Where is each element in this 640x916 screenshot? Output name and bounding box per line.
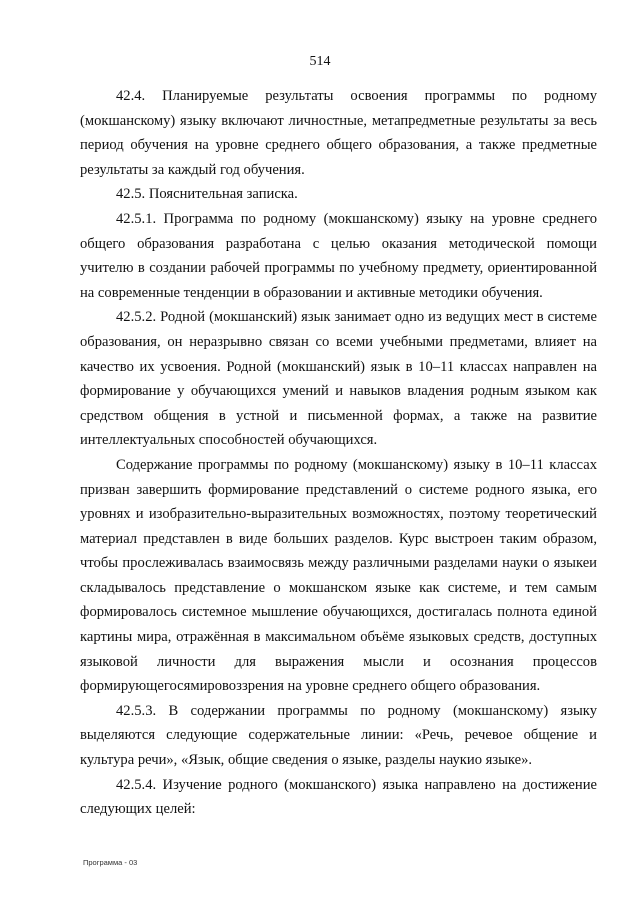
paragraph-42-5: 42.5. Пояснительная записка. [116,186,298,203]
paragraph-42-5-3: 42.5.3. В содержании программы по родному (мокшанскому) языку выделяются следующие содержательные линии: «Речь, речевое общение и культура речи», «Язык, общие сведения о языке, разделы наукио языке». [80,702,597,769]
paragraph-42-5-2: 42.5.2. Родной (мокшанский) язык занимает одно из ведущих мест в системе образования, он неразрывно связан со всеми учебными предметами, влияет на качество их усвоения. Родной (мокшанский) язык в 10–11 классах направлен на формирование у обучающихся умений и навыков владения родным языком как средством общения в устной и письменной формах, а также на развитие интеллектуальных способностей обучающихся. [80,309,597,449]
document-body [80,84,597,822]
page-number: 514 [309,54,331,69]
paragraph-42-4: 42.4. Планируемые результаты освоения программы по родному (мокшанскому) языку включают личностные, метапредметные результаты за весь период обучения на уровне среднего общего образования, а также предметные результаты за каждый год обучения. [80,88,597,178]
page-footer: Программа - 03 [83,858,138,867]
paragraph-42-5-4: 42.5.4. Изучение родного (мокшанского) языка направлено на достижение следующих целей: [80,776,597,818]
paragraph-content-overview: Содержание программы по родному (мокшанскому) языку в 10–11 классах призван завершить формирование представлений о системе родного языка, его уровнях и изобразительно-выразительных возможностях, поэтому теоретический материал представлен в виде больших разделов. Курс выстроен таким образом, чтобы прослеживалась взаимосвязь между различными разделами науки о языкеи складывалось представление о мокшанском языке как системе, и тем самым формировалось системное мышление обучающихся, достигалась полнота единой картины мира, отражённая в максимальном объёме языковых средств, доступных языковой личности для выражения мысли и осознания процессов формирующегосямировоззрения на уровне среднего общего образования. [80,456,597,695]
paragraph-42-5-1: 42.5.1. Программа по родному (мокшанскому) языку на уровне среднего общего образования разработана с целью оказания методической помощи учителю в создании рабочей программы по учебному предмету, ориентированной на современные тенденции в образовании и активные методики обучения. [80,210,597,301]
